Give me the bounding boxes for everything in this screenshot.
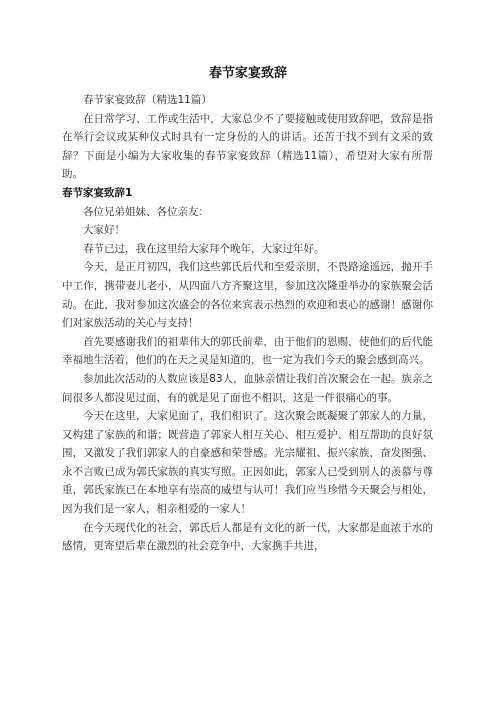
section-heading: 春节家宴致辞1 xyxy=(62,186,133,199)
body-paragraph: 今天在这里，大家见面了，我们相识了。这次聚会既凝聚了郭家人的力量，又构建了家族的和谐；既营造了郭家人相互关心、相互爱护、相互帮助的良好氛围，又激发了我们郭家人的自豪感和荣誉感。光宗耀祖、振兴家族，奋发图强、永不言败已成为郭氏家族的真实写照。正因如此，郭家人已受到别人的羡慕与尊重，郭氏家族已在本地享有崇高的威望与认可！我们应当珍惜今天聚会与相处，因为我们是一家人，相亲相爱的一家人！ xyxy=(62,410,433,516)
body-paragraph: 在日常学习、工作或生活中，大家总少不了要接触或使用致辞吧，致辞是指在举行会议或某种仪式时具有一定身份的人的讲话。还苦于找不到有文采的致辞？下面是小编为大家收集的春节家宴致辞（精选11篇），希望对大家有所帮助。 xyxy=(62,112,433,181)
body-paragraph: 各位兄弟姐妹、各位亲友： xyxy=(83,205,209,218)
body-paragraph: 首先要感谢我们的祖辈伟大的郭氏前辈，由于他们的恩赐，使他们的后代能幸福地生活着，他们的在天之灵是知道的，也一定为我们今天的聚会感到高兴。 xyxy=(62,335,433,367)
body-paragraph: 春节已过，我在这里给大家拜个晚年，大家过年好。 xyxy=(83,242,325,255)
body-paragraph: 大家好！ xyxy=(83,224,125,237)
page-title: 春节家宴致辞 xyxy=(208,66,287,81)
document-body xyxy=(62,91,433,556)
body-paragraph: 春节家宴致辞（精选11篇） xyxy=(83,94,212,106)
body-paragraph: 在今天现代化的社会，郭氏后人都是有文化的新一代，大家都是血浓于水的感情，更寄望后辈在激烈的社会竞争中，大家携手共进， xyxy=(62,521,433,553)
body-paragraph: 今天，是正月初四，我们这些郭氏后代和至爱亲朋，不畏路途遥远，抛开手中工作，携带妻儿老小，从四面八方齐聚这里，参加这次隆重举办的家族聚会活动。在此，我对参加这次盛会的各位来宾表示热烈的欢迎和衷心的感谢！感谢你们对家族活动的关心与支持！ xyxy=(62,261,433,330)
body-paragraph: 参加此次活动的人数应该是83人，血脉亲情让我们首次聚会在一起。族亲之间很多人都没见过面，有的就是见了面也不相识，这是一件很痛心的事。 xyxy=(62,372,433,404)
